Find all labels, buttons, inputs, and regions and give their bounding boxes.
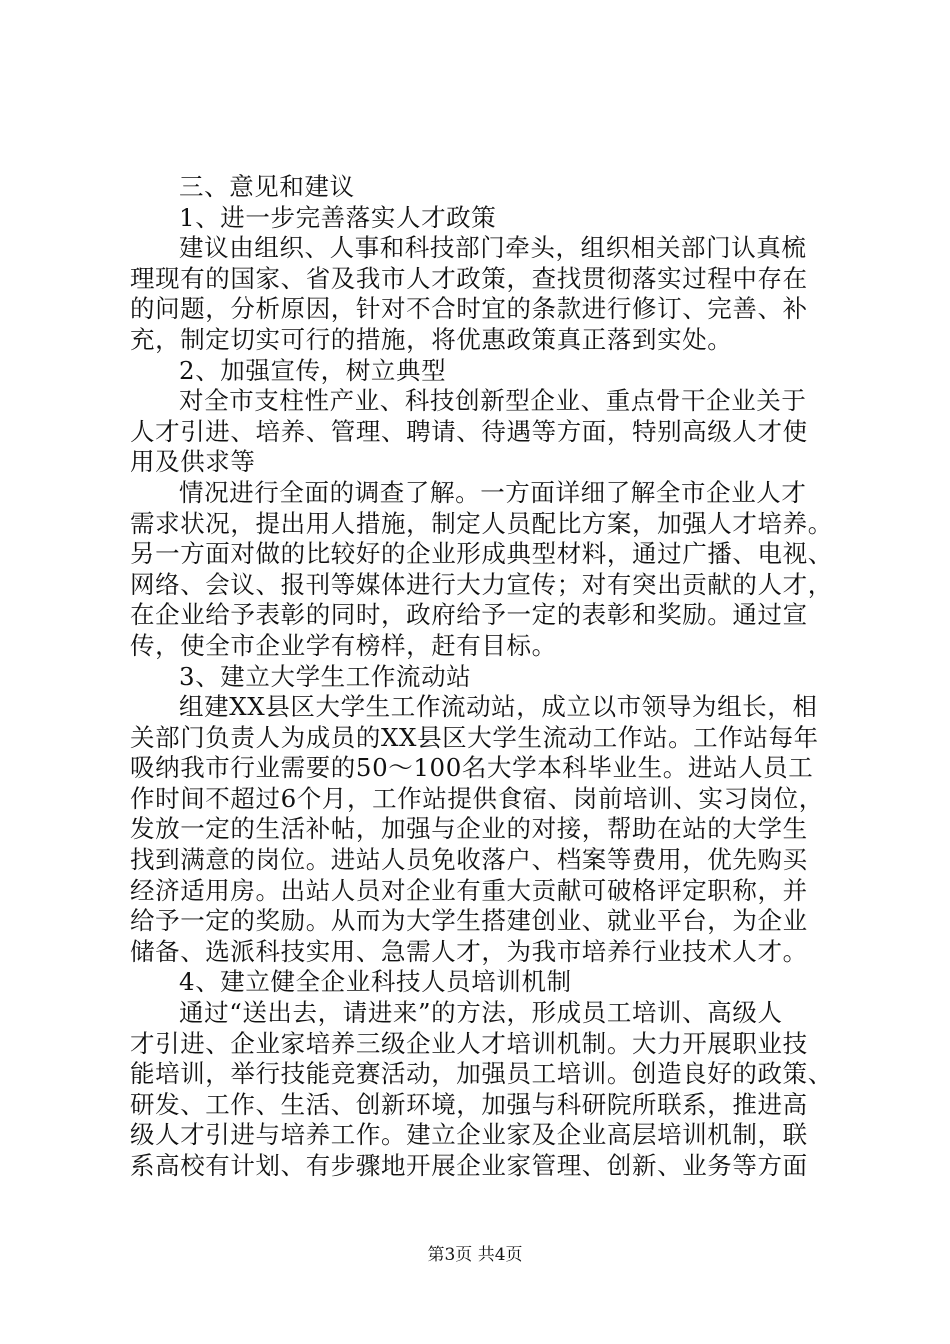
text-line: 充，制定切实可行的措施，将优惠政策真正落到实处。 xyxy=(130,324,733,354)
text-line: 组建XX县区大学生工作流动站，成立以市领导为组长，相 xyxy=(179,692,818,722)
text-line: 能培训，举行技能竞赛活动，加强员工培训。创造良好的政策、 xyxy=(130,1059,833,1089)
text-line: 建议由组织、人事和科技部门牵头，组织相关部门认真梳 xyxy=(179,233,807,263)
text-line: 吸纳我市行业需要的50～100名大学本科毕业生。进站人员工 xyxy=(130,753,814,783)
text-line: 给予一定的奖励。从而为大学生搭建创业、就业平台，为企业 xyxy=(130,906,808,936)
text-line: 另一方面对做的比较好的企业形成典型材料，通过广播、电视、 xyxy=(130,539,833,569)
text-line: 对全市支柱性产业、科技创新型企业、重点骨干企业关于 xyxy=(179,386,807,416)
text-line: 发放一定的生活补帖，加强与企业的对接，帮助在站的大学生 xyxy=(130,814,808,844)
text-line: 系高校有计划、有步骤地开展企业家管理、创新、业务等方面 xyxy=(130,1151,808,1180)
text-line: 情况进行全面的调查了解。一方面详细了解全市企业人才 xyxy=(179,477,807,507)
text-line: 级人才引进与培养工作。建立企业家及企业高层培训机制，联 xyxy=(130,1120,808,1150)
text-line: 经济适用房。出站人员对企业有重大贡献可破格评定职称，并 xyxy=(130,875,808,905)
text-line: 1、进一步完善落实人才政策 xyxy=(179,202,497,232)
text-line: 4、建立健全企业科技人员培训机制 xyxy=(179,967,572,997)
text-line: 网络、会议、报刊等媒体进行大力宣传；对有突出贡献的人才， xyxy=(130,569,833,599)
text-line: 三、意见和建议 xyxy=(179,172,355,201)
text-line: 在企业给予表彰的同时，政府给予一定的表彰和奖励。通过宣 xyxy=(130,600,808,630)
text-line: 通过“送出去，请进来”的方法，形成员工培训、高级人 xyxy=(179,998,783,1028)
text-line: 作时间不超过6个月，工作站提供食宿、岗前培训、实习岗位， xyxy=(130,783,824,813)
text-line: 研发、工作、生活、创新环境，加强与科研院所联系，推进高 xyxy=(130,1089,808,1119)
text-line: 人才引进、培养、管理、聘请、待遇等方面，特别高级人才使 xyxy=(130,416,808,446)
text-line: 理现有的国家、省及我市人才政策，查找贯彻落实过程中存在 xyxy=(130,263,808,293)
document-body xyxy=(130,172,833,1182)
text-line: 传，使全市企业学有榜样，赶有目标。 xyxy=(130,630,557,660)
text-line: 需求状况，提出用人措施，制定人员配比方案，加强人才培养。 xyxy=(130,508,833,538)
text-line: 3、建立大学生工作流动站 xyxy=(179,661,472,691)
text-line: 关部门负责人为成员的XX县区大学生流动工作站。工作站每年 xyxy=(130,722,819,752)
page-footer: 第3页 共4页 xyxy=(427,1245,523,1265)
text-line: 用及供求等 xyxy=(130,447,256,477)
text-line: 储备、选派科技实用、急需人才，为我市培养行业技术人才。 xyxy=(130,936,808,966)
text-line: 的问题，分析原因，针对不合时宜的条款进行修订、完善、补 xyxy=(130,294,808,324)
text-line: 才引进、企业家培养三级企业人才培训机制。大力开展职业技 xyxy=(130,1028,808,1058)
text-line: 找到满意的岗位。进站人员免收落户、档案等费用，优先购买 xyxy=(130,845,808,875)
text-line: 2、加强宣传，树立典型 xyxy=(179,355,447,385)
